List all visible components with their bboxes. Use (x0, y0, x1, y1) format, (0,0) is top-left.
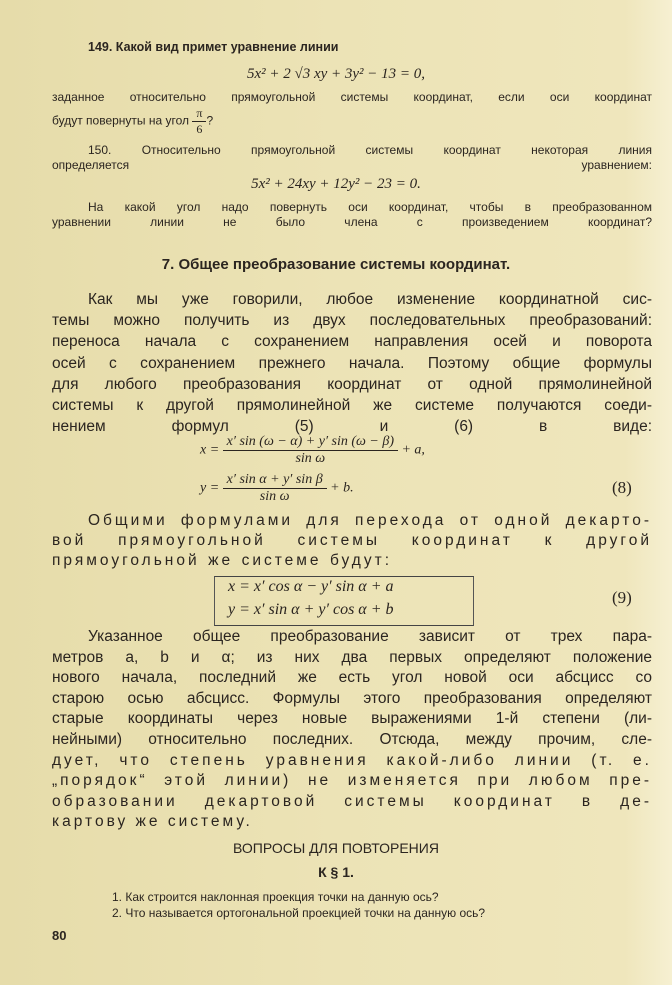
y-numerator: x′ sin α + y′ sin β (223, 472, 327, 489)
y-rest: + b. (330, 480, 354, 496)
review-heading: ВОПРОСЫ ДЛЯ ПОВТОРЕНИЯ (233, 840, 439, 856)
x-denominator: sin ω (295, 451, 326, 466)
problem-150-line: определяется уравнением: (52, 158, 652, 172)
paragraph-3-line: метров a, b и α; из них два первых определяют положение (52, 648, 652, 666)
x-rest: + a, (401, 442, 425, 458)
equation-number-8: (8) (612, 478, 632, 497)
paragraph-1-line: нением формул (5) и (6) в виде: (52, 418, 652, 436)
formula-8-y (200, 472, 354, 505)
paragraph-1-line: системы к другой прямолинейной же системе получаются соеди- (52, 397, 652, 414)
formula-8-x (200, 434, 425, 467)
review-question: 1. Как строится наклонная проекция точки на данную ось? (112, 890, 439, 904)
problem-150-equation: 5x² + 24xy + 12y² − 23 = 0. (251, 176, 421, 192)
formula-9-line-2: y = x′ sin α + y′ cos α + b (228, 601, 394, 618)
paragraph-3-line: образовании декартовой системы координат в де- (52, 792, 652, 810)
page-number: 80 (52, 928, 67, 943)
x-fraction (223, 434, 398, 467)
equation-number-9: (9) (612, 588, 632, 607)
problem-149-intro: 149. Какой вид примет уравнение линии (88, 40, 339, 54)
problem-150-line: 150. Относительно прямоугольной системы координат некоторая линия (88, 143, 652, 157)
paragraph-1-line: для любого преобразования координат от одной прямолинейной (52, 375, 652, 393)
paragraph-3-line: Указанное общее преобразование зависит от трех пара- (88, 628, 652, 645)
problem-149-last-text: будут повернуты на угол (52, 113, 190, 128)
problem-149-equation: 5x² + 2 √3 xy + 3y² − 13 = 0, (246, 66, 426, 82)
y-lhs: y = (200, 480, 220, 496)
problem-149-line: заданное относительно прямоугольной системы координат, если оси координат (52, 90, 652, 104)
paragraph-1-line: темы можно получить из двух последовательных преобразований: (52, 312, 652, 330)
paragraph-1-line: переноса начала с сохранением направления осей и поворота (52, 333, 652, 351)
problem-149-last-line (52, 106, 213, 137)
formula-9-line-1: x = x′ cos α − y′ sin α + a (228, 578, 394, 595)
y-denominator: sin ω (259, 489, 290, 504)
paragraph-3-line: нового начала, последний же есть угол новой оси абсцисс со (52, 669, 652, 687)
paragraph-3-line: дует, что степень уравнения какой-либо линии (т. е. (52, 751, 652, 769)
angle-fraction (192, 106, 206, 137)
paragraph-3-line: старою осью абсцисс. Формулы этого преобразования определяют (52, 689, 652, 707)
paragraph-2-line: прямоугольной же системе будут: (52, 552, 392, 569)
paragraph-1-line: осей с сохранением прежнего начала. Поэтому общие формулы (52, 354, 652, 372)
y-fraction (223, 472, 327, 505)
angle-numerator: π (192, 106, 206, 122)
review-question: 2. Что называется ортогональной проекцией точки на данную ось? (112, 906, 486, 920)
section-heading: 7. Общее преобразование системы координат. (161, 256, 511, 273)
problem-150-question-line: уравнении линии не было члена с произведением координат? (52, 215, 652, 229)
question-mark: ? (206, 113, 214, 128)
problem-150-question-line: На какой угол надо повернуть оси координат, чтобы в преобразованном (88, 200, 652, 214)
paragraph-3-last-line: картову же систему. (52, 813, 253, 830)
review-subheading: К § 1. (318, 864, 354, 880)
x-lhs: x = (200, 442, 220, 458)
paragraph-1-line: Как мы уже говорили, любое изменение координатной сис- (88, 291, 652, 308)
paragraph-2-line: вой прямоугольной системы координат к другой (52, 532, 652, 549)
paragraph-2-line: Общими формулами для перехода от одной декарто- (88, 512, 652, 529)
x-numerator: x′ sin (ω − α) + y′ sin (ω − β) (223, 434, 398, 451)
angle-denominator: 6 (196, 122, 203, 136)
paragraph-3-line: старые координаты через новые выражениями 1-й степени (ли- (52, 710, 652, 728)
paragraph-3-line: „порядок“ этой линии) не изменяется при любом пре- (52, 772, 652, 790)
paragraph-3-line: нейными) относительно последних. Отсюда, между прочим, сле- (52, 731, 652, 748)
